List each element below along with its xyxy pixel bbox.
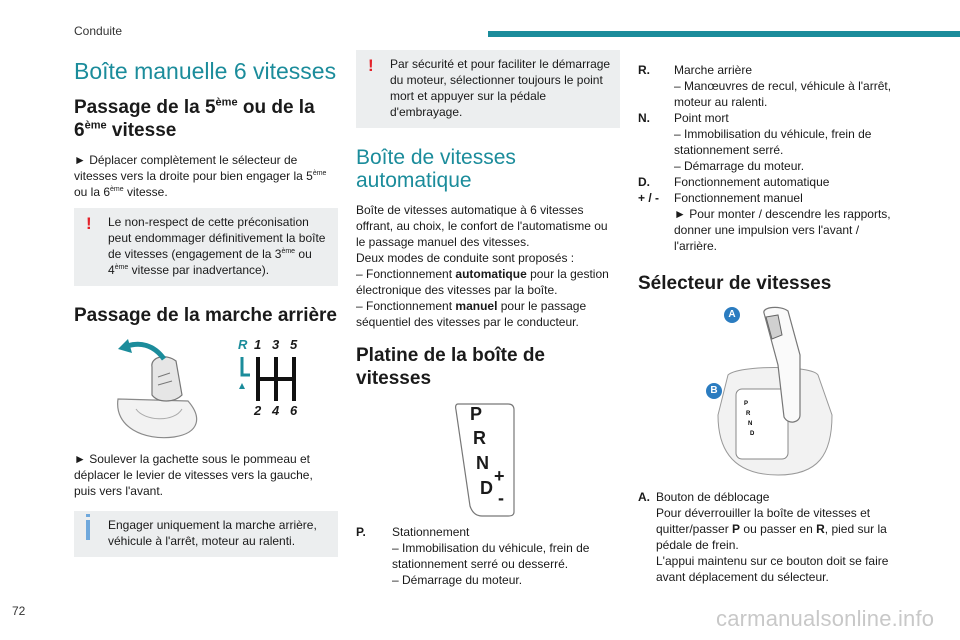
- intro-modes: Deux modes de conduite sont proposés :: [356, 251, 575, 265]
- warning-note-gear: ! Le non-respect de cette préconisation peut endommager définitivement la boîte de vitesses (engagement de la 3ème ou 4ème vitesse par inadvertance).: [74, 208, 338, 286]
- selector-drawing: [708, 305, 838, 481]
- section-title-selector: Sélecteur de vitesses: [638, 273, 832, 294]
- warning-icon: !: [86, 214, 92, 233]
- instruction-5th-6th: ► Déplacer complètement le sélecteur de vitesses vers la droite pour bien engager la 5ème ou la 6ème vitesse.: [74, 153, 327, 199]
- watermark: carmanualsonline.info: [716, 606, 935, 631]
- section-header: Conduite: [74, 24, 123, 38]
- callout-a: A: [724, 307, 740, 323]
- info-note-reverse: Engager uniquement la marche arrière, véhicule à l'arrêt, moteur au ralenti.: [74, 511, 338, 557]
- page-number: 72: [12, 604, 26, 618]
- gate-label-p: P: [470, 404, 483, 424]
- section-title-automatic: Boîte de vitesses automatique: [356, 146, 516, 192]
- svg-text:D: D: [750, 431, 755, 437]
- mode-automatic: – Fonctionnement automatique pour la gestion électronique des vitesses par la boîte.: [356, 267, 609, 297]
- legend-a: A. Bouton de déblocage Pour déverrouiller la boîte de vitesses et quitter/passer P ou passer en R, pied sur la pédale de frein. L'appui maintenu sur ce bouton doit se faire avant déplacement du sélecteur.: [638, 490, 889, 584]
- section-title-5th-6th: Passage de la 5ème ou de la 6ème vitesse: [74, 96, 315, 141]
- instruction-reverse: ► Soulever la gachette sous le pommeau et déplacer le levier de vitesses vers la gauche, puis vers l'avant.: [74, 452, 313, 498]
- legend-n: N. Point mort – Immobilisation du véhicule, frein de stationnement serré. – Démarrage du moteur.: [638, 111, 872, 173]
- gate-label-r: R: [473, 428, 486, 448]
- legend-r: R. Marche arrière – Manœuvres de recul, véhicule à l'arrêt, moteur au ralenti.: [638, 63, 892, 109]
- intro-automatic: Boîte de vitesses automatique à 6 vitesses offrant, au choix, le confort de l'automatisme ou le passage manuel des vitesses.: [356, 203, 608, 249]
- legend-plus-minus: + / - Fonctionnement manuel ► Pour monter / descendre les rapports, donner une impulsion vers l'avant / l'arrière.: [638, 191, 891, 253]
- column-3: [638, 62, 902, 585]
- column-2: [356, 50, 620, 588]
- callout-b: B: [706, 383, 722, 399]
- gate-label-plus: +: [494, 466, 505, 486]
- warning-note-start: ! Par sécurité et pour faciliter le démarrage du moteur, sélectionner toujours le point mort et appuyer sur la pédale d'embrayage.: [356, 50, 620, 128]
- header-accent-bar: [488, 31, 960, 37]
- selector-illustration: [638, 305, 902, 481]
- gear-pattern-diagram: R 1 3 5 2 4 6: [236, 337, 306, 443]
- legend-d: D. Fonctionnement automatique: [638, 175, 830, 189]
- section-title-gate-plate: Platine de la boîte de vitesses: [356, 345, 545, 389]
- section-title-reverse: Passage de la marche arrière: [74, 305, 338, 326]
- page-title: Boîte manuelle 6 vitesses: [74, 58, 337, 84]
- shift-gate-lines: [236, 355, 306, 403]
- warning-icon: !: [368, 56, 374, 75]
- gate-label-d: D: [480, 478, 493, 498]
- gate-plate-illustration: [356, 400, 620, 518]
- svg-text:N: N: [748, 421, 753, 427]
- gate-label-minus: -: [498, 488, 504, 508]
- mode-manual: – Fonctionnement manuel pour le passage séquentiel des vitesses par le conducteur.: [356, 299, 587, 329]
- manual-gear-illustration: [74, 337, 338, 443]
- info-icon: [86, 520, 90, 540]
- gate-label-n: N: [476, 453, 489, 473]
- legend-p: P. Stationnement – Immobilisation du véhicule, frein de stationnement serré ou desserré. – Démarrage du moteur.: [356, 525, 590, 587]
- svg-text:R: R: [746, 411, 751, 417]
- column-1: [74, 50, 338, 571]
- svg-text:P: P: [744, 401, 749, 407]
